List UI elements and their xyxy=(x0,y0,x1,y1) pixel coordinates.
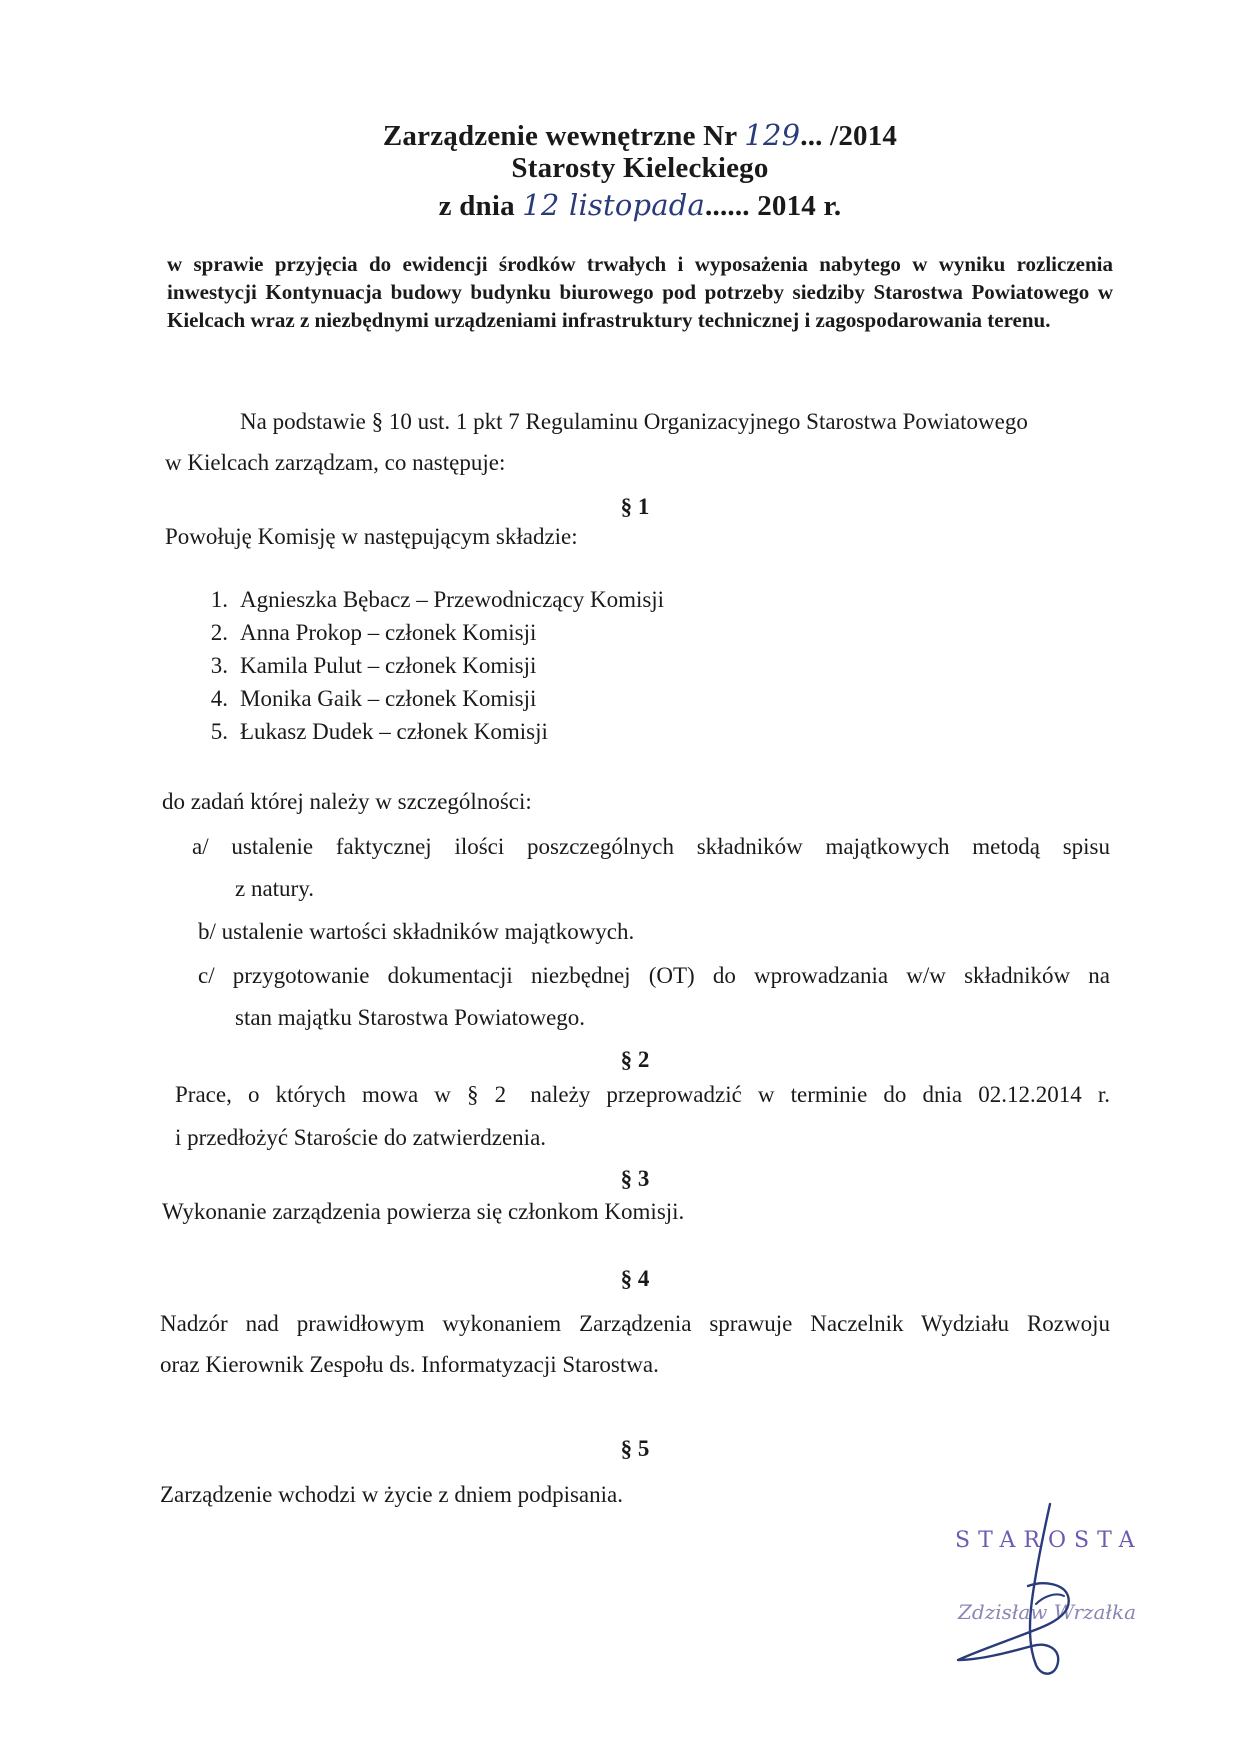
section-4-line-2: oraz Kierownik Zespołu ds. Informatyzacji Starostwa. xyxy=(160,1352,659,1377)
task-b: b/ ustalenie wartości składników majątkowych. xyxy=(198,919,635,944)
tasks-intro: do zadań której należy w szczególności: xyxy=(162,789,532,814)
starosta-stamp-title: STAROSTA xyxy=(955,1528,1143,1553)
section-5-text: Zarządzenie wchodzi w życie z dniem podpisania. xyxy=(160,1482,623,1507)
task-c-line-2: stan majątku Starostwa Powiatowego. xyxy=(235,1005,586,1030)
task-c-line-1: c/ przygotowanie dokumentacji niezbędnej (OT) do wprowadzania w/w składników na xyxy=(198,963,1110,988)
title-date-line xyxy=(0,188,1240,223)
list-item: 2. Anna Prokop – członek Komisji xyxy=(210,620,537,645)
date-suffix: 2014 r. xyxy=(749,190,842,222)
title-line-2: Starosty Kieleckiego xyxy=(511,152,769,184)
commission-members-list xyxy=(190,587,664,752)
section-3-text: Wykonanie zarządzenia powierza się członkom Komisji. xyxy=(162,1199,685,1224)
subject-paragraph: w sprawie przyjęcia do ewidencji środków trwałych i wyposażenia nabytego w wyniku rozliczenia inwestycji Kontynuacja budowy budynku biurowego pod potrzeby siedziby Starostwa Powiatowego w Kielcach wraz z niezbędnymi urządzeniami infrastruktury technicznej i zagospodarowania terenu. xyxy=(167,252,1113,332)
list-item: 3. Kamila Pulut – członek Komisji xyxy=(210,653,537,678)
handwritten-number: 129 xyxy=(744,118,801,152)
section-4-line-1: Nadzór nad prawidłowym wykonaniem Zarządzenia sprawuje Naczelnik Wydziału Rozwoju xyxy=(160,1311,1110,1336)
section-2-sign: § 2 xyxy=(620,1047,650,1072)
task-a-line-2: z natury. xyxy=(235,876,314,901)
starosta-stamp-name: Zdzisław Wrzałka xyxy=(958,1600,1136,1624)
intro-line-2: w Kielcach zarządzam, co następuje: xyxy=(165,450,506,475)
handwritten-date: 12 listopada xyxy=(522,188,706,222)
section-2-line-2: i przedłożyć Staroście do zatwierdzenia. xyxy=(175,1125,547,1150)
task-a-line-1: a/ ustalenie faktycznej ilości poszczególnych składników majątkowych metodą spisu xyxy=(192,834,1110,859)
title-line-1 xyxy=(0,118,1240,153)
section-2-line-1: Prace, o których mowa w § 2 należy przeprowadzić w terminie do dnia 02.12.2014 r. xyxy=(175,1082,1110,1107)
list-item: 5. Łukasz Dudek – członek Komisji xyxy=(210,719,548,744)
handwritten-signature xyxy=(940,1500,1143,1680)
section-1-text: Powołuję Komisję w następującym składzie: xyxy=(165,524,578,549)
section-1-sign: § 1 xyxy=(620,494,650,519)
list-item: 4. Monika Gaik – członek Komisji xyxy=(210,686,537,711)
number-dots: ... xyxy=(800,120,823,152)
date-dots: ...... xyxy=(705,190,750,222)
title-year: /2014 xyxy=(822,120,898,152)
section-4-sign: § 4 xyxy=(620,1266,650,1291)
section-5-sign: § 5 xyxy=(620,1436,650,1461)
section-3-sign: § 3 xyxy=(620,1166,650,1191)
title-prefix: Zarządzenie wewnętrzne Nr xyxy=(382,120,745,152)
list-item: 1. Agnieszka Bębacz – Przewodniczący Komisji xyxy=(210,587,665,612)
date-prefix: z dnia xyxy=(438,190,523,222)
intro-line-1: Na podstawie § 10 ust. 1 pkt 7 Regulaminu Organizacyjnego Starostwa Powiatowego xyxy=(240,409,1028,434)
